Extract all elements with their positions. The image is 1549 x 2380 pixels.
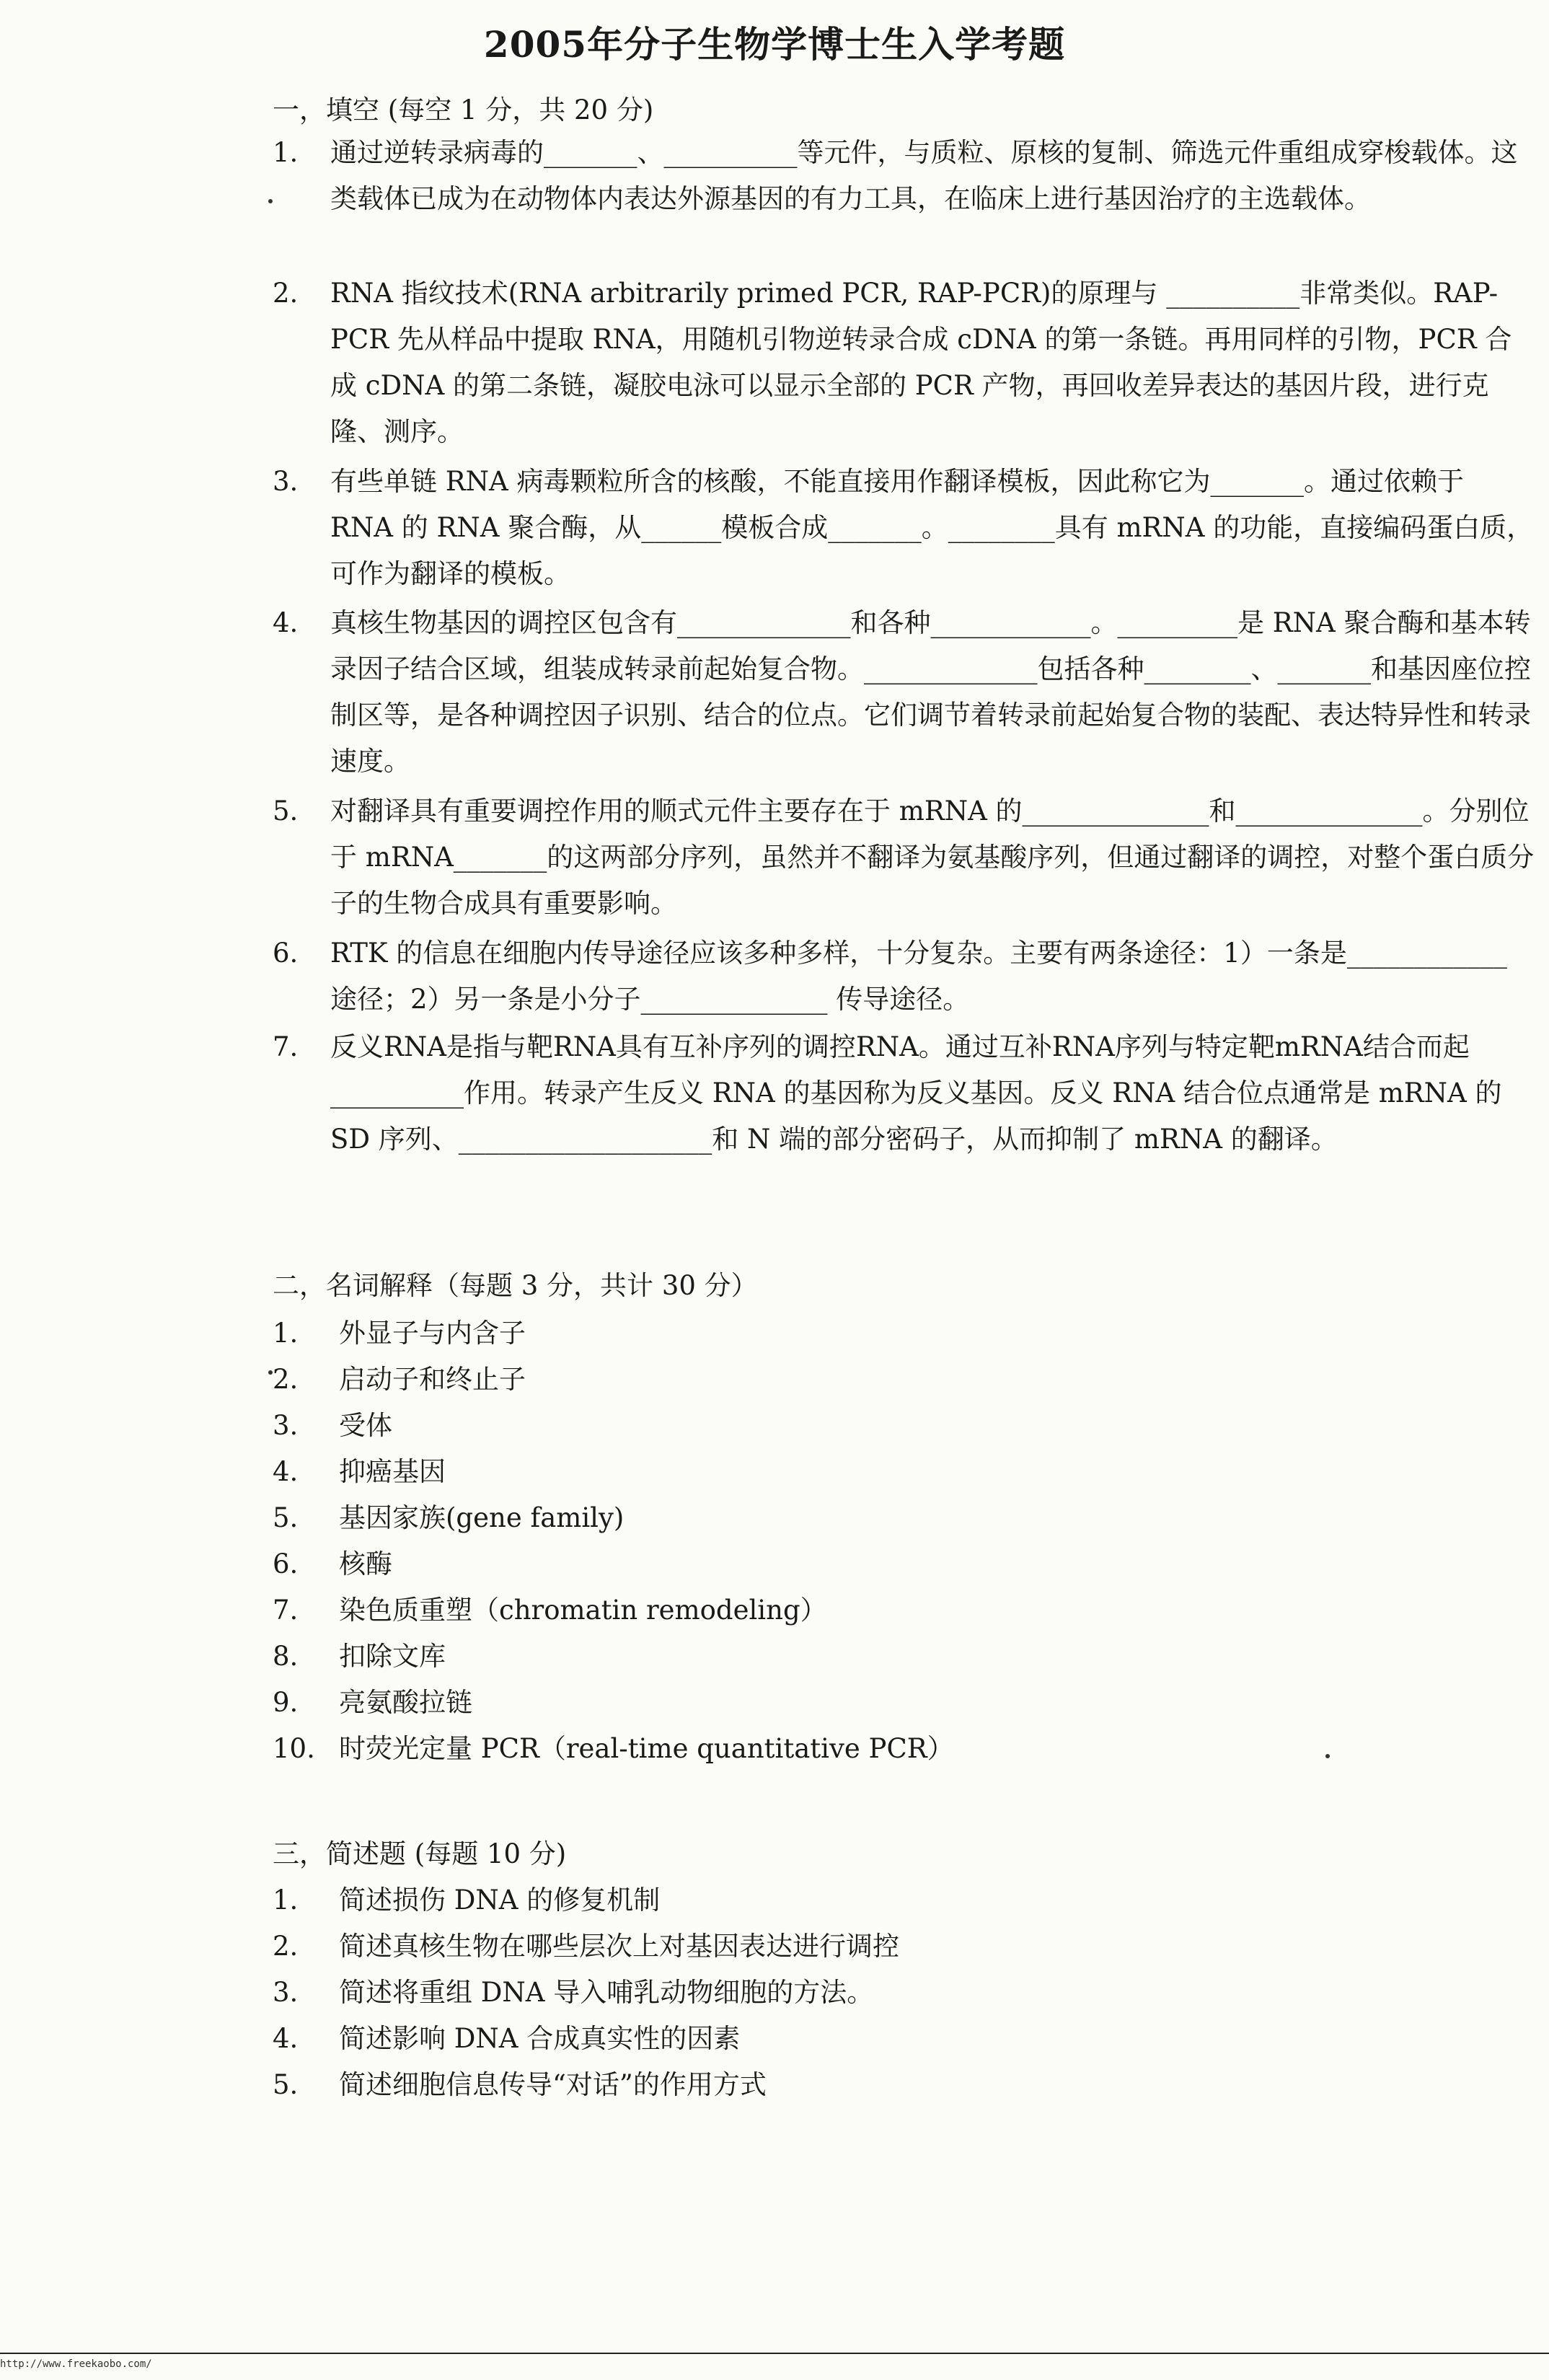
section-3-heading: 三，简述题 (每题 10 分) [273,1838,567,1869]
term-item: 5. 基因家族(gene family) [273,1502,625,1533]
section-1-heading: 一，填空 (每空 1 分，共 20 分) [273,94,654,125]
term-item: 1. 外显子与内含子 [273,1318,526,1349]
term-item: 6. 核酶 [273,1548,392,1579]
question-number: 2. [273,278,299,309]
term-item: 4. 抑癌基因 [273,1456,446,1487]
question-number: 5. [273,795,299,827]
question-text: 真核生物基因的调控区包含有_____________和各种____________。_________是 RNA 聚合酶和基本转录因子结合区域，组装成转录前起始复合物。_____________包括各种________、_______和基因座位控制区等，是各种调控因子识别、结合的位点。它们调节着转录前起始复合物的装配、表达特异性和转录速度。 [330,607,1531,777]
scan-speck [268,199,273,203]
question-text: 对翻译具有重要调控作用的顺式元件主要存在于 mRNA 的______________和______________。分别位于 mRNA_______的这两部分序列，虽然并不翻译为氨基酸序列，但通过翻译的调控，对整个蛋白质分子的生物合成具有重要影响。 [330,795,1535,919]
question-text: 反义RNA是指与靶RNA具有互补序列的调控RNA。通过互补RNA序列与特定靶mRNA结合而起__________作用。转录产生反义 RNA 的基因称为反义基因。反义 RNA 结合位点通常是 mRNA 的 SD 序列、___________________和 N 端的部分密码子，从而抑制了 mRNA 的翻译。 [330,1031,1511,1155]
question-number: 1. [273,137,299,168]
question-text: RTK 的信息在细胞内传导途径应该多种多样，十分复杂。主要有两条途径：1）一条是____________ 途径；2）另一条是小分子______________ 传导途径。 [330,938,1516,1015]
question-number: 6. [273,938,299,969]
footer-url[interactable]: http://www.freekaobo.com/ [0,2358,152,2370]
term-item: 7. 染色质重塑（chromatin remodeling） [273,1595,827,1626]
term-item: 9. 亮氨酸拉链 [273,1687,472,1718]
question-text: 有些单链 RNA 病毒颗粒所含的核酸，不能直接用作翻译模板，因此称它为_______。通过依赖于 RNA 的 RNA 聚合酶，从______模板合成_______。________具有 mRNA 的功能，直接编码蛋白质，可作为翻译的模板。 [330,466,1534,589]
term-item: 10. 时荧光定量 PCR（real-time quantitative PCR） [273,1733,954,1764]
scan-speck [1325,1754,1330,1758]
essay-item: 1. 简述损伤 DNA 的修复机制 [273,1885,661,1916]
question-text: 通过逆转录病毒的_______、__________等元件，与质粒、原核的复制、筛选元件重组成穿梭载体。这类载体已成为在动物体内表达外源基因的有力工具，在临床上进行基因治疗的主选载体。 [330,137,1518,214]
fill-question-1 [273,130,1535,222]
term-item: 8. 扣除文库 [273,1641,446,1672]
section-2-heading: 二，名词解释（每题 3 分，共计 30 分） [273,1270,758,1301]
fill-question-4 [273,600,1535,785]
question-number: 3. [273,466,299,497]
question-number: 4. [273,607,299,638]
essay-item: 3. 简述将重组 DNA 导入哺乳动物细胞的方法。 [273,1977,874,2008]
fill-question-2 [273,270,1535,455]
fill-question-6 [273,930,1535,1023]
page-title: 2005年分子生物学博士生入学考题 [483,23,1066,66]
term-item: 2. 启动子和终止子 [273,1364,526,1395]
footer-rule [0,2353,1549,2354]
essay-item: 4. 简述影响 DNA 合成真实性的因素 [273,2023,741,2054]
fill-question-5 [273,788,1535,927]
question-text: RNA 指纹技术(RNA arbitrarily primed PCR, RAP-PCR)的原理与 __________非常类似。RAP-PCR 先从样品中提取 RNA，用随机引物逆转录合成 cDNA 的第一条链。再用同样的引物，PCR 合成 cDNA 的第二条链，凝胶电泳可以显示全部的 PCR 产物，再回收差异表达的基因片段，进行克隆、测序。 [330,278,1512,447]
fill-question-3 [273,459,1535,597]
scan-speck [268,1370,273,1375]
fill-question-7 [273,1024,1535,1163]
essay-item: 5. 简述细胞信息传导“对话”的作用方式 [273,2069,767,2100]
term-item: 3. 受体 [273,1410,392,1441]
essay-item: 2. 简述真核生物在哪些层次上对基因表达进行调控 [273,1931,899,1962]
question-number: 7. [273,1031,299,1062]
